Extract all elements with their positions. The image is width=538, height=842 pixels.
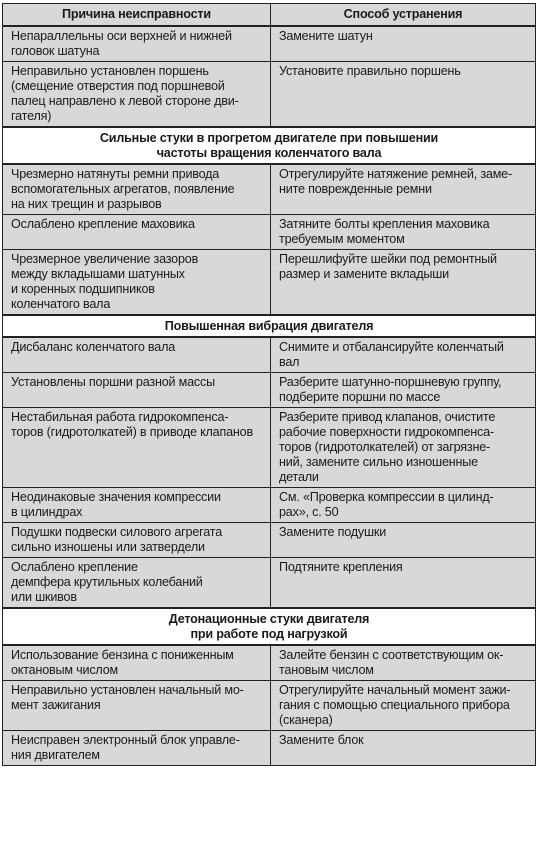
table-row bbox=[3, 249, 536, 315]
section-header-row bbox=[3, 127, 536, 164]
cause-text: Неправильно установлен поршень (смещение отверстия под поршневой палец направлено к левой стороне дви- гателя) bbox=[11, 63, 239, 123]
remedy-text: Разберите шатунно-поршневую группу, подберите поршни по массе bbox=[279, 374, 502, 404]
remedy-cell bbox=[271, 487, 536, 522]
cause-cell bbox=[3, 487, 271, 522]
section-title bbox=[3, 127, 536, 164]
section-title bbox=[3, 608, 536, 645]
cause-text: Ослаблено крепление маховика bbox=[11, 216, 195, 231]
remedy-cell bbox=[271, 26, 536, 62]
section-title-text: Детонационные стуки двигателя при работе под нагрузкой bbox=[168, 611, 370, 641]
table-body bbox=[3, 26, 536, 766]
remedy-cell bbox=[271, 645, 536, 681]
header-remedy: Способ устранения bbox=[271, 4, 536, 26]
cause-text: Чрезмерное увеличение зазоров между вкладышами шатунных и коренных подшипников коленчатого вала bbox=[11, 251, 199, 311]
remedy-cell bbox=[271, 214, 536, 249]
remedy-text: Установите правильно поршень bbox=[279, 63, 461, 78]
cause-text: Непараллельны оси верхней и нижней головок шатуна bbox=[11, 28, 232, 58]
cause-text: Подушки подвески силового агрегата сильно изношены или затвердели bbox=[11, 524, 223, 554]
remedy-text: Замените подушки bbox=[279, 524, 387, 539]
table-row bbox=[3, 730, 536, 765]
cause-cell bbox=[3, 730, 271, 765]
cause-cell bbox=[3, 407, 271, 487]
remedy-text: Снимите и отбалансируйте коленчатый вал bbox=[279, 339, 504, 369]
cause-text: Неисправен электронный блок управле- ния двигателем bbox=[11, 732, 240, 762]
cause-text: Неправильно установлен начальный мо- мент зажигания bbox=[11, 682, 244, 712]
remedy-cell bbox=[271, 730, 536, 765]
table-row bbox=[3, 680, 536, 730]
table-row bbox=[3, 164, 536, 215]
section-title-text: Повышенная вибрация двигателя bbox=[164, 318, 374, 333]
section-title-text: Сильные стуки в прогретом двигателе при повышении частоты вращения коленчатого вала bbox=[99, 130, 439, 160]
cause-text: Ослаблено крепление демпфера крутильных колебаний или шкивов bbox=[11, 559, 203, 604]
cause-cell bbox=[3, 249, 271, 315]
cause-cell bbox=[3, 61, 271, 127]
remedy-cell bbox=[271, 249, 536, 315]
cause-cell bbox=[3, 522, 271, 557]
table-row bbox=[3, 557, 536, 608]
remedy-cell bbox=[271, 337, 536, 373]
cause-cell bbox=[3, 372, 271, 407]
table-row bbox=[3, 407, 536, 487]
table-row bbox=[3, 337, 536, 373]
remedy-text: Разберите привод клапанов, очистите рабочие поверхности гидрокомпенса- торов (гидротолкателей) от загрязне- ний, замените сильно изношенные детали bbox=[279, 409, 496, 484]
remedy-cell bbox=[271, 61, 536, 127]
remedy-text: Перешлифуйте шейки под ремонтный размер и замените вкладыши bbox=[279, 251, 497, 281]
cause-cell bbox=[3, 557, 271, 608]
remedy-text: См. «Проверка компрессии в цилинд- рах», с. 50 bbox=[279, 489, 494, 519]
remedy-cell bbox=[271, 164, 536, 215]
section-header-row bbox=[3, 608, 536, 645]
table-row bbox=[3, 645, 536, 681]
remedy-cell bbox=[271, 557, 536, 608]
table-row bbox=[3, 61, 536, 127]
table-row bbox=[3, 522, 536, 557]
table-row bbox=[3, 26, 536, 62]
cause-text: Использование бензина с пониженным октановым числом bbox=[11, 647, 234, 677]
cause-text: Дисбаланс коленчатого вала bbox=[11, 339, 176, 354]
cause-cell bbox=[3, 337, 271, 373]
section-header-row bbox=[3, 315, 536, 337]
table-row bbox=[3, 372, 536, 407]
remedy-cell bbox=[271, 407, 536, 487]
remedy-text: Отрегулируйте натяжение ремней, заме- ните поврежденные ремни bbox=[279, 166, 512, 196]
remedy-cell bbox=[271, 680, 536, 730]
remedy-text: Замените шатун bbox=[279, 28, 373, 43]
table-row bbox=[3, 214, 536, 249]
cause-text: Чрезмерно натянуты ремни привода вспомогательных агрегатов, появление на них трещин и разрывов bbox=[11, 166, 235, 211]
cause-cell bbox=[3, 164, 271, 215]
header-cause: Причина неисправности bbox=[3, 4, 271, 26]
cause-text: Установлены поршни разной массы bbox=[11, 374, 215, 389]
section-title bbox=[3, 315, 536, 337]
remedy-text: Замените блок bbox=[279, 732, 364, 747]
remedy-cell bbox=[271, 522, 536, 557]
remedy-cell bbox=[271, 372, 536, 407]
cause-cell bbox=[3, 645, 271, 681]
cause-cell bbox=[3, 214, 271, 249]
cause-cell bbox=[3, 680, 271, 730]
table-row bbox=[3, 487, 536, 522]
cause-text: Неодинаковые значения компрессии в цилиндрах bbox=[11, 489, 221, 519]
cause-cell bbox=[3, 26, 271, 62]
remedy-text: Затяните болты крепления маховика требуемым моментом bbox=[279, 216, 490, 246]
remedy-text: Подтяните крепления bbox=[279, 559, 403, 574]
troubleshooting-table bbox=[2, 3, 536, 766]
remedy-text: Отрегулируйте начальный момент зажи- гания с помощью специального прибора (сканера) bbox=[279, 682, 511, 727]
cause-text: Нестабильная работа гидрокомпенса- торов (гидротолкатей) в приводе клапанов bbox=[11, 409, 253, 439]
table-header bbox=[3, 4, 536, 26]
remedy-text: Залейте бензин с соответствующим ок- тановым числом bbox=[279, 647, 504, 677]
